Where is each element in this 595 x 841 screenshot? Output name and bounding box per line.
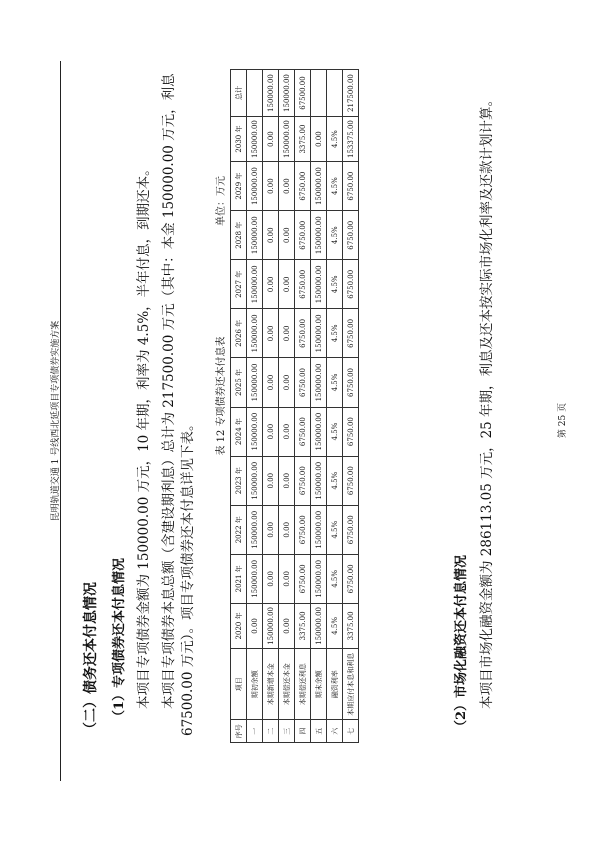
value-cell: 6750.00: [295, 456, 311, 505]
value-cell: 0.00: [263, 117, 279, 162]
value-cell: [311, 70, 327, 117]
value-cell: [327, 70, 343, 117]
row-index-cell: 五: [311, 720, 327, 743]
value-cell: 150000.00: [311, 309, 327, 358]
table-row: [279, 70, 295, 743]
value-cell: 150000.00: [311, 162, 327, 211]
col-header: 2024 年: [231, 407, 247, 456]
value-cell: 150000.00: [247, 407, 263, 456]
row-index-cell: 三: [279, 720, 295, 743]
table-unit: 单位：万元: [216, 176, 227, 226]
page-number: 第 25 页: [558, 402, 568, 439]
col-header: 项目: [231, 648, 247, 720]
debt-repayment-table: [230, 69, 359, 743]
value-cell: 0.00: [263, 309, 279, 358]
table-row: [327, 70, 343, 743]
value-cell: 4.5%: [327, 211, 343, 260]
value-cell: 6750.00: [343, 211, 359, 260]
value-cell: 6750.00: [295, 260, 311, 309]
value-cell: 0.00: [263, 211, 279, 260]
value-cell: 150000.00: [311, 260, 327, 309]
value-cell: 0.00: [279, 309, 295, 358]
col-header: 总计: [231, 70, 247, 117]
table-header-row: [231, 70, 247, 743]
table-row: [263, 70, 279, 743]
value-cell: 0.00: [279, 260, 295, 309]
col-header: 2029 年: [231, 162, 247, 211]
value-cell: 4.5%: [327, 260, 343, 309]
value-cell: 0.00: [247, 603, 263, 648]
value-cell: 150000.00: [311, 456, 327, 505]
col-header: 2027 年: [231, 260, 247, 309]
value-cell: 153375.00: [343, 117, 359, 162]
value-cell: 150000.00: [263, 70, 279, 117]
table-row: [247, 70, 263, 743]
value-cell: [247, 70, 263, 117]
row-index-cell: 一: [247, 720, 263, 743]
value-cell: 6750.00: [343, 456, 359, 505]
value-cell: 4.5%: [327, 309, 343, 358]
col-header: 2026 年: [231, 309, 247, 358]
value-cell: 150000.00: [279, 117, 295, 162]
row-label-cell: 本期偿还本金: [279, 648, 295, 720]
paragraph-2: 本项目专项债券本息总额（含建设期利息）总计为 217500.00 万元（其中：本金 150000.00 万元，利息 67500.00 万元）。项目专项债券还本付息详见下表。: [161, 73, 196, 736]
value-cell: 0.00: [263, 358, 279, 407]
value-cell: 150000.00: [311, 603, 327, 648]
value-cell: 6750.00: [343, 358, 359, 407]
row-label-cell: 本期新增本金: [263, 648, 279, 720]
value-cell: 6750.00: [295, 407, 311, 456]
running-header: 昆明轨道交通 1 号线西北延项目专项债券实施方案: [51, 320, 61, 522]
subsection-heading-1: （1）专项债券还本付息情况: [112, 557, 127, 723]
value-cell: 6750.00: [343, 554, 359, 603]
value-cell: 67500.00: [295, 70, 311, 117]
value-cell: 150000.00: [247, 358, 263, 407]
col-header: 2020 年: [231, 603, 247, 648]
value-cell: 0.00: [279, 603, 295, 648]
value-cell: 150000.00: [247, 260, 263, 309]
col-header: 2030 年: [231, 117, 247, 162]
value-cell: 150000.00: [311, 505, 327, 554]
value-cell: 3375.00: [343, 603, 359, 648]
col-header: 2023 年: [231, 456, 247, 505]
table-caption: [212, 176, 227, 616]
value-cell: 150000.00: [247, 117, 263, 162]
table-row: [295, 70, 311, 743]
row-label-cell: 本期应付本息和利息: [343, 648, 359, 720]
value-cell: 150000.00: [247, 309, 263, 358]
row-index-cell: 四: [295, 720, 311, 743]
value-cell: 0.00: [279, 554, 295, 603]
col-header: 2022 年: [231, 505, 247, 554]
value-cell: 150000.00: [247, 554, 263, 603]
table-title: 表 12 专项债券还本付息表: [216, 336, 227, 456]
value-cell: 150000.00: [311, 407, 327, 456]
value-cell: 4.5%: [327, 162, 343, 211]
value-cell: 4.5%: [327, 505, 343, 554]
value-cell: 150000.00: [279, 70, 295, 117]
value-cell: 150000.00: [263, 603, 279, 648]
row-label-cell: 期末余额: [311, 648, 327, 720]
value-cell: 150000.00: [311, 358, 327, 407]
col-header: 序号: [231, 720, 247, 743]
subsection-heading-2: （2）市场化融资还本付息情况: [454, 554, 469, 733]
value-cell: 0.00: [263, 456, 279, 505]
row-index-cell: 六: [327, 720, 343, 743]
value-cell: 6750.00: [295, 211, 311, 260]
value-cell: 6750.00: [295, 309, 311, 358]
value-cell: 0.00: [279, 456, 295, 505]
value-cell: 0.00: [263, 554, 279, 603]
row-index-cell: 二: [263, 720, 279, 743]
value-cell: 0.00: [311, 117, 327, 162]
value-cell: 0.00: [279, 358, 295, 407]
col-header: 2021 年: [231, 554, 247, 603]
value-cell: 0.00: [263, 505, 279, 554]
value-cell: 0.00: [279, 407, 295, 456]
row-label-cell: 本期偿还利息: [295, 648, 311, 720]
row-index-cell: 七: [343, 720, 359, 743]
value-cell: 6750.00: [343, 309, 359, 358]
value-cell: 4.5%: [327, 407, 343, 456]
value-cell: 6750.00: [295, 554, 311, 603]
value-cell: 6750.00: [343, 505, 359, 554]
row-label-cell: 期初余额: [247, 648, 263, 720]
paragraph-3: 本项目市场化融资金额为 286113.05 万元，25 年期，利息及还本按实际市场化利率及还款计划计算。: [479, 92, 495, 709]
value-cell: 6750.00: [343, 407, 359, 456]
row-label-cell: 融资利率: [327, 648, 343, 720]
value-cell: 4.5%: [327, 117, 343, 162]
section-heading: （二）债务还本付息情况: [83, 582, 99, 736]
header-rule: [60, 61, 61, 781]
value-cell: 150000.00: [247, 211, 263, 260]
value-cell: 4.5%: [327, 358, 343, 407]
value-cell: 217500.00: [343, 70, 359, 117]
value-cell: 0.00: [279, 162, 295, 211]
value-cell: 3375.00: [295, 117, 311, 162]
value-cell: 0.00: [279, 505, 295, 554]
value-cell: 6750.00: [295, 358, 311, 407]
value-cell: 6750.00: [295, 162, 311, 211]
paragraph-1: 本项目专项债券金额为 150000.00 万元，10 年期，利率为 4.5%，半年付息，到期还本。: [136, 162, 152, 709]
value-cell: 150000.00: [247, 162, 263, 211]
value-cell: 4.5%: [327, 554, 343, 603]
value-cell: 0.00: [263, 407, 279, 456]
value-cell: 150000.00: [247, 456, 263, 505]
value-cell: 0.00: [263, 260, 279, 309]
value-cell: 150000.00: [311, 211, 327, 260]
value-cell: 150000.00: [247, 505, 263, 554]
value-cell: 4.5%: [327, 603, 343, 648]
value-cell: 6750.00: [343, 260, 359, 309]
value-cell: 4.5%: [327, 456, 343, 505]
value-cell: 6750.00: [295, 505, 311, 554]
value-cell: 6750.00: [343, 162, 359, 211]
value-cell: 0.00: [263, 162, 279, 211]
table-row: [343, 70, 359, 743]
value-cell: 3375.00: [295, 603, 311, 648]
col-header: 2028 年: [231, 211, 247, 260]
value-cell: 0.00: [279, 211, 295, 260]
col-header: 2025 年: [231, 358, 247, 407]
value-cell: 150000.00: [311, 554, 327, 603]
table-row: [311, 70, 327, 743]
